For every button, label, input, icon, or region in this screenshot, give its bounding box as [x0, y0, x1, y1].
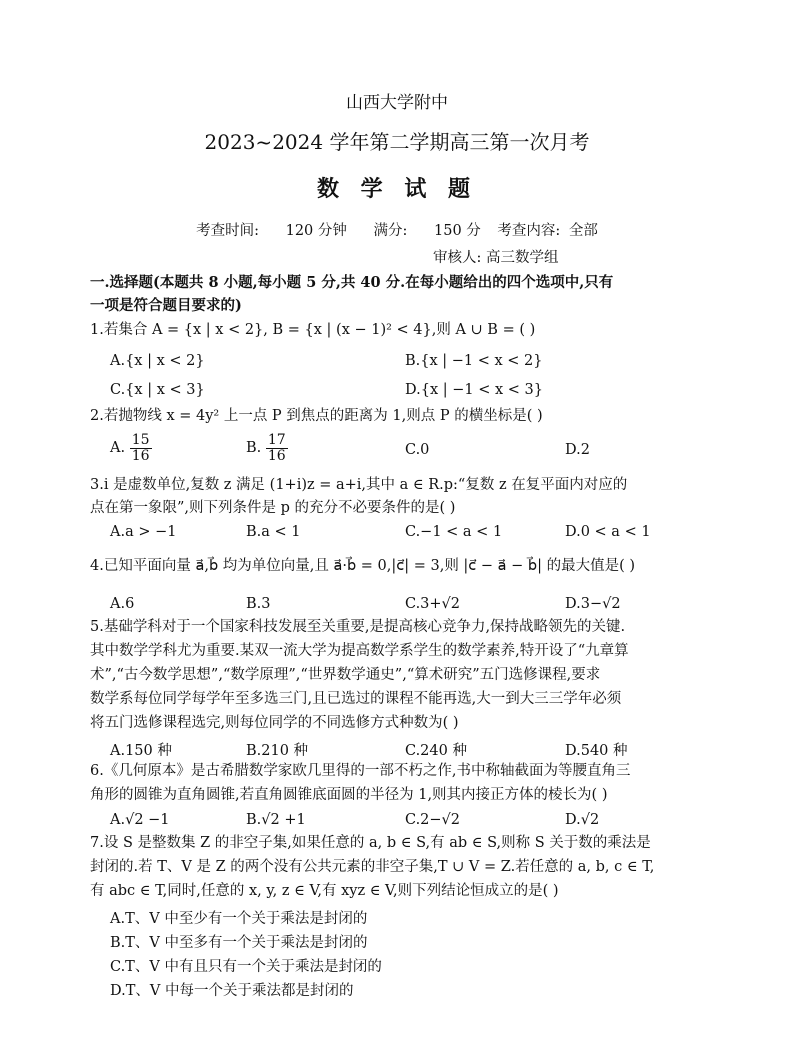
q2-option-c: C.0	[405, 442, 430, 458]
exam-info	[0, 219, 794, 240]
q2-option-a-label: A.	[110, 440, 126, 457]
q5-line-4: 数学系每位同学每学年至多选三门,且已选过的课程不能再选,大一到大三三学年必须	[90, 691, 622, 707]
time-value: 120 分钟	[285, 223, 347, 239]
q5-line-2: 其中数学学科尤为重要.某双一流大学为提高数学系学生的数学素养,特开设了“九章算	[90, 643, 629, 659]
q5-option-b: B.210 种	[246, 743, 309, 759]
q3-stem-cont: 点在第一象限”,则下列条件是 p 的充分不必要条件的是( )	[90, 500, 456, 516]
time-label: 考查时间:	[196, 223, 259, 239]
q5-line-5: 将五门选修课程选完,则每位同学的不同选修方式种数为( )	[90, 715, 459, 731]
q7-option-a: A.T、V 中至少有一个关于乘法是封闭的	[110, 911, 368, 927]
q1-option-c: C.{x | x < 3}	[110, 382, 205, 398]
score-label: 满分:	[373, 223, 408, 239]
q7-option-d: D.T、V 中每一个关于乘法都是封闭的	[110, 983, 354, 999]
section-heading: 一.选择题(本题共 8 小题,每小题 5 分,共 40 分.在每小题给出的四个选项中,只有	[90, 274, 614, 291]
content-value: 全部	[568, 223, 598, 239]
q6-line-1: 6.《几何原本》是古希腊数学家欧几里得的一部不朽之作,书中称轴截面为等腰直角三	[90, 763, 631, 779]
reviewer: 审核人: 高三数学组	[433, 250, 559, 266]
q6-option-a: A.√2 −1	[110, 812, 170, 828]
q3-option-d: D.0 < a < 1	[565, 524, 651, 540]
q2-stem: 2.若抛物线 x = 4y² 上一点 P 到焦点的距离为 1,则点 P 的横坐标是( )	[90, 408, 543, 424]
q2-option-d: D.2	[565, 442, 590, 458]
q5-line-1: 5.基础学科对于一个国家科技发展至关重要,是提高核心竞争力,保持战略领先的关键.	[90, 619, 626, 635]
school-name: 山西大学附中	[346, 93, 448, 113]
score-value: 150 分	[434, 223, 481, 239]
q2-option-b-label: B.	[246, 440, 262, 457]
q3-stem: 3.i 是虚数单位,复数 z 满足 (1+i)z = a+i,其中 a ∈ R.p:“复数 z 在复平面内对应的	[90, 477, 628, 493]
q2-option-a-fraction	[130, 433, 152, 463]
q2-b-numerator: 17	[267, 432, 286, 448]
q5-option-d: D.540 种	[565, 743, 628, 759]
q6-option-d: D.√2	[565, 812, 600, 828]
q4-option-a: A.6	[110, 596, 135, 612]
content-label: 考查内容:	[497, 223, 561, 239]
q5-line-3: 术”,“古今数学思想”,“数学原理”,“世界数学通史”,“算术研究”五门选修课程,要求	[90, 667, 601, 683]
q2-option-a	[110, 433, 152, 463]
q2-option-b-fraction	[266, 433, 288, 463]
q4-option-b: B.3	[246, 596, 271, 612]
q7-line-3: 有 abc ∈ T,同时,任意的 x, y, z ∈ V,有 xyz ∈ V,则下列结论恒成立的是( )	[90, 883, 559, 899]
q4-option-d: D.3−√2	[565, 596, 621, 612]
subject-title: 数 学 试 题	[317, 176, 477, 202]
q1-option-b: B.{x | −1 < x < 2}	[405, 353, 543, 369]
q7-line-1: 7.设 S 是整数集 Z 的非空子集,如果任意的 a, b ∈ S,有 ab ∈ S,则称 S 关于数的乘法是	[90, 835, 651, 851]
q7-line-2: 封闭的.若 T、V 是 Z 的两个没有公共元素的非空子集,T ∪ V = Z.若任意的 a, b, c ∈ T,	[90, 859, 655, 875]
q1-stem: 1.若集合 A = {x | x < 2}, B = {x | (x − 1)² < 4},则 A ∪ B = ( )	[90, 322, 536, 338]
section-heading-cont: 一项是符合题目要求的)	[90, 297, 242, 314]
q5-option-a: A.150 种	[110, 743, 172, 759]
q6-line-2: 角形的圆锥为直角圆锥,若直角圆锥底面圆的半径为 1,则其内接正方体的棱长为( )	[90, 787, 608, 803]
q7-option-c: C.T、V 中有且只有一个关于乘法是封闭的	[110, 959, 382, 975]
q2-option-b	[246, 433, 288, 463]
q1-option-a: A.{x | x < 2}	[110, 353, 205, 369]
q2-a-numerator: 15	[131, 432, 150, 448]
q2-b-denominator: 16	[267, 447, 286, 464]
q2-a-denominator: 16	[131, 447, 150, 464]
q3-option-b: B.a < 1	[246, 524, 301, 540]
q7-option-b: B.T、V 中至多有一个关于乘法是封闭的	[110, 935, 368, 951]
q6-option-c: C.2−√2	[405, 812, 461, 828]
exam-name: 2023~2024 学年第二学期高三第一次月考	[204, 130, 590, 154]
q4-stem: 4.已知平面向量 a⃗,b⃗ 均为单位向量,且 a⃗·b⃗ = 0,|c⃗| = 3,则 |c⃗ − a⃗ − b⃗| 的最大值是( )	[90, 558, 636, 574]
q3-option-a: A.a > −1	[110, 524, 177, 540]
q5-option-c: C.240 种	[405, 743, 467, 759]
q1-option-d: D.{x | −1 < x < 3}	[405, 382, 543, 398]
q6-option-b: B.√2 +1	[246, 812, 306, 828]
q3-option-c: C.−1 < a < 1	[405, 524, 503, 540]
q4-option-c: C.3+√2	[405, 596, 461, 612]
